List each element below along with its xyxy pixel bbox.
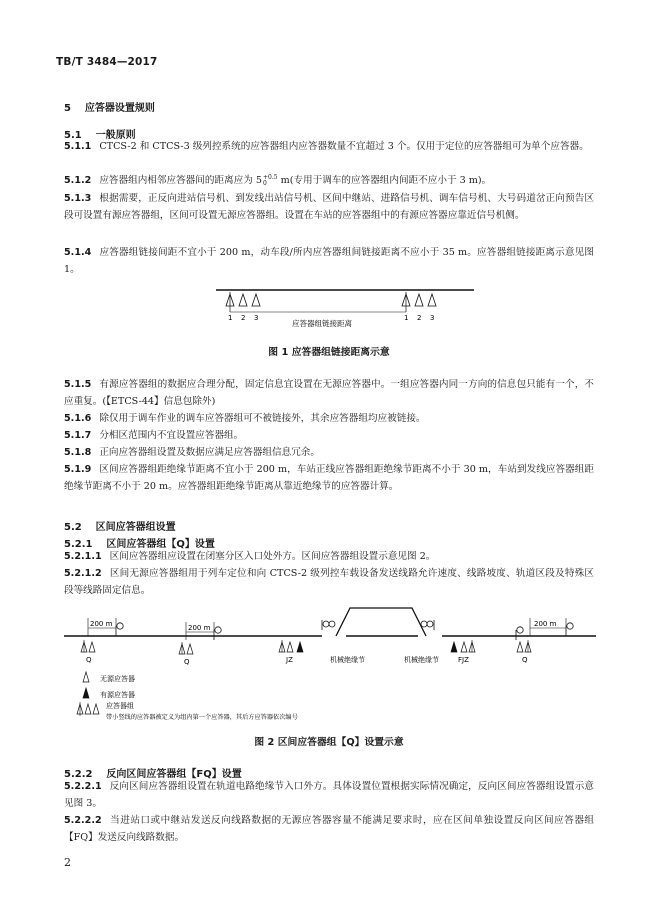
balise-number: 2 <box>417 314 422 322</box>
page-number: 2 <box>64 856 71 869</box>
figure-2-diagram <box>60 600 600 726</box>
document-header: TB/T 3484—2017 <box>56 56 158 68</box>
section-5-1-heading: 5.1 一般原则 <box>64 130 136 141</box>
group-label: JZ <box>286 656 293 664</box>
balise-number: 3 <box>430 314 435 322</box>
clause-5-2-1-1: 5.2.1.1 区间应答器组应设置在闭塞分区入口处外方。区间应答器组设置示意见图 2。 <box>64 551 436 562</box>
active-balise-icon <box>451 642 457 652</box>
balise-number: 3 <box>254 314 259 322</box>
section-5-2-2-heading: 5.2.2 反向区间应答器组【FQ】设置 <box>64 769 242 780</box>
legend-active: 有源应答器 <box>100 691 135 699</box>
section-number: 5 <box>64 103 71 114</box>
balise-number: 1 <box>228 314 233 322</box>
clause-5-1-6: 5.1.6 除仅用于调车作业的调车应答器组可不被链接外，其余应答器组均应被链接。 <box>64 413 426 424</box>
group-label: Q <box>522 656 528 664</box>
balise-group-q <box>81 640 95 664</box>
passive-balise-icon <box>252 294 260 306</box>
mechanical-joint-label: 机械绝缘节 <box>404 656 439 664</box>
clause-5-2-2-1: 5.2.2.1 反向区间应答器组设置在轨道电路绝缘节入口外方。具体设置位置根据实际情况确定，反向区间应答器组设置示意见图 3。 <box>64 781 594 809</box>
clause-5-1-9: 5.1.9 区间应答器组距绝缘节距离不宜小于 200 m，车站正线应答器组距绝缘节距离不小于 30 m，车站到发线应答器组距绝缘节距离不小于 20 m。应答器组距绝缘节距离从靠近绝缘节的应答器计算。 <box>64 464 594 492</box>
balise-group-q <box>179 642 193 666</box>
legend-group-note: 带小竖线的应答器被定义为组内第一个应答器，其后方应答器依次编号 <box>106 714 298 721</box>
balise-number: 2 <box>241 314 246 322</box>
passive-balise-icon <box>239 294 247 306</box>
signal-icon <box>516 627 523 640</box>
figure-2-caption: 图 2 区间应答器组【Q】设置示意 <box>254 737 404 748</box>
section-title: 应答器设置规则 <box>84 103 155 114</box>
balise-number: 1 <box>404 314 409 322</box>
signal-icon <box>566 623 573 636</box>
active-balise-icon <box>83 688 89 698</box>
link-distance-label: 应答器组链接距离 <box>292 319 352 328</box>
distance-marker <box>186 622 214 640</box>
clause-5-1-4: 5.1.4 应答器组链接间距不宜小于 200 m，动车段/所内应答器组间链接距离不应小于 35 m。应答器组链接距离示意见图 1。 <box>64 247 594 275</box>
section-5-2-1-heading: 5.2.1 区间应答器组【Q】设置 <box>64 539 215 550</box>
section-5-heading <box>64 99 155 114</box>
group-label: Q <box>184 658 190 666</box>
legend-passive: 无源应答器 <box>100 675 135 683</box>
passive-balise-icon <box>461 642 467 652</box>
group-label: Q <box>86 656 92 664</box>
passive-balise-icon <box>428 294 436 306</box>
legend-group: 应答器组 <box>106 702 134 710</box>
group-label: FJZ <box>458 656 469 664</box>
signal-icon <box>322 620 335 630</box>
clause-5-1-1: 5.1.1 CTCS-2 和 CTCS-3 级列控系统的应答器组内应答器数量不宜超过 3 个。仅用于定位的应答器组可为单个应答器。 <box>64 141 589 152</box>
active-balise-icon <box>297 642 303 652</box>
distance-marker <box>88 618 116 636</box>
balise-group-jz <box>279 640 303 664</box>
passive-balise-icon <box>89 642 95 652</box>
clause-5-1-3: 5.1.3 根据需要，正反向进站信号机、到发线出站信号机、区间中继站、进路信号机、调车信号机、大号码道岔正向预告区段可设置有源应答器组，区间可设置无源应答器组。设置在车站的应答器组中的有源应答器应靠近信号机侧。 <box>64 193 594 221</box>
figure-1-diagram <box>210 286 480 334</box>
passive-balise-icon <box>517 642 523 652</box>
balise-group-fjz <box>451 640 475 664</box>
balise-group-left <box>226 292 260 322</box>
passive-balise-icon <box>85 704 91 714</box>
passive-balise-icon <box>287 642 293 652</box>
clause-5-2-2-2: 5.2.2.2 当进站口或中继站发送反向线路数据的无源应答器容量不能满足要求时，应在区间单独设置反向区间应答器组【FQ】发送反向线路数据。 <box>64 815 594 843</box>
legend <box>77 672 298 721</box>
distance-label: 200 m <box>188 624 211 632</box>
figure-1-caption: 图 1 应答器组链接距离示意 <box>268 347 390 358</box>
distance-label: 200 m <box>534 620 557 628</box>
distance-marker <box>530 618 566 636</box>
clause-5-1-8: 5.1.8 正向应答器组设置及数据应满足应答器组信息冗余。 <box>64 447 320 458</box>
clause-5-1-7: 5.1.7 分相区范围内不宜设置应答器组。 <box>64 430 244 441</box>
balise-group-right <box>402 292 436 322</box>
signal-icon <box>116 623 123 636</box>
balise-group-q <box>517 640 531 664</box>
section-5-2-heading: 5.2 区间应答器组设置 <box>64 522 176 533</box>
clause-5-2-1-2: 5.2.1.2 区间无源应答器组用于列车定位和向 CTCS-2 级列控车载设备发送线路允许速度、线路坡度、轨道区段及特殊区段等线路固定信息。 <box>64 568 594 596</box>
neutral-section-shape <box>336 608 426 636</box>
passive-balise-icon <box>93 704 99 714</box>
clause-5-1-5: 5.1.5 有源应答器组的数据应合理分配，固定信息宜设置在无源应答器中。一组应答器内同一方向的信息包只能有一个，不应重复。(【ETCS-44】信息包除外) <box>64 379 594 407</box>
passive-balise-icon <box>187 644 193 654</box>
passive-balise-icon <box>83 672 89 682</box>
passive-balise-icon <box>415 294 423 306</box>
signal-icon <box>214 627 221 640</box>
clause-5-1-2: 5.1.2 应答器组内相邻应答器间的距离应为 5 +0.5 0 m(专用于调车的应答器组内间距不应小于 3 m)。 <box>64 173 492 187</box>
mechanical-joint-label: 机械绝缘节 <box>330 656 365 664</box>
distance-label: 200 m <box>90 620 113 628</box>
